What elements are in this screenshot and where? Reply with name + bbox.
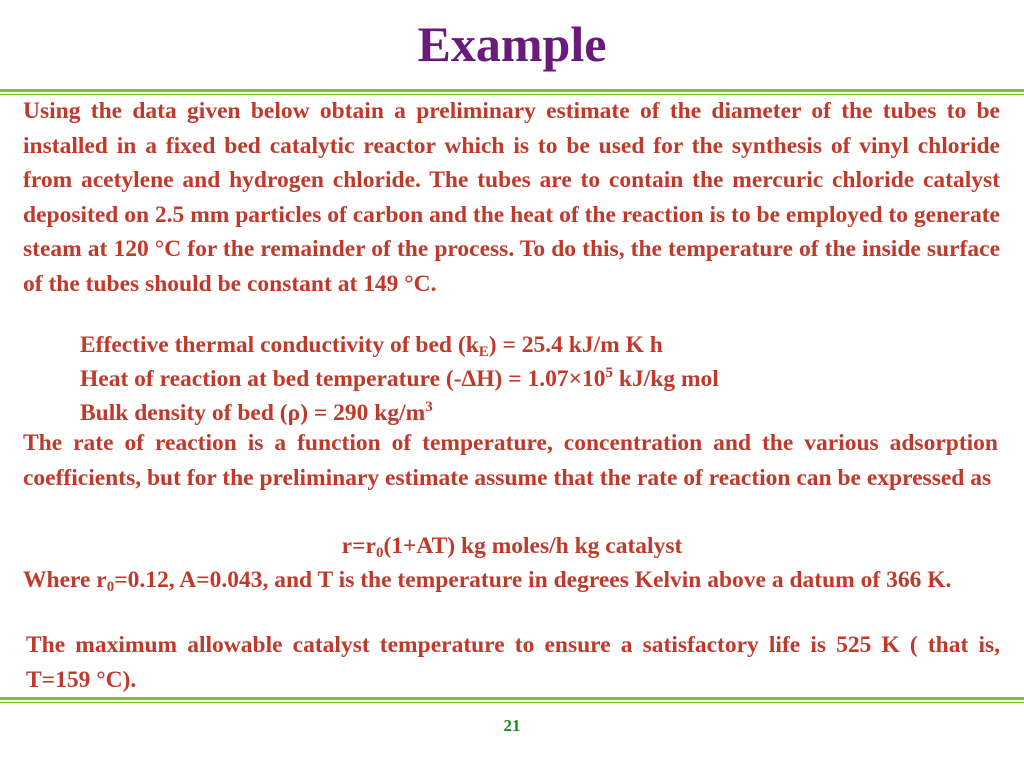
page-number: 21	[503, 716, 521, 735]
problem-statement: Using the data given below obtain a preliminary estimate of the diameter of the tubes to be installed in a fixed bed catalytic reactor which is to be used for the synthesis of vinyl chloride from acetylene and hydrogen chloride. The tubes are to contain the mercuric chloride catalyst deposited on 2.5 mm particles of carbon and the heat of the reaction is to be employed to generate steam at 120 °C for the remainder of the process. To do this, the temperature of the inside surface of the tubes should be constant at 149 °C.	[23, 98, 1000, 297]
rate-paragraph: The rate of reaction is a function of temperature, concentration and the various adsorption coefficients, but for the preliminary estimate assume that the rate of reaction can be expressed as	[23, 430, 998, 491]
data-item-conductivity: Effective thermal conductivity of bed $(k_E) = 25.4$ kJ/m K h	[80, 332, 663, 360]
where-paragraph: Where $r_0=0.12$, A=0.043, and T is the temperature in degrees Kelvin above a datum of 366 K.	[23, 567, 952, 595]
data-item-heat-of-reaction: Heat of reaction at bed temperature $(-\Delta H) = 1.07\times 10^5$ kJ/kg mol	[80, 365, 719, 392]
data-item-bulk-density: Bulk density of bed (ρ) = 290 $kg/m^3$	[80, 399, 433, 426]
rate-equation: $r=r_0(1+AT)$ kg moles/h kg catalyst	[341, 533, 683, 561]
max-temperature-paragraph: The maximum allowable catalyst temperature to ensure a satisfactory life is 525 K ( that is, T=159 °C).	[26, 632, 1000, 693]
slide-title: Example	[417, 16, 607, 72]
bottom-divider	[0, 697, 1024, 703]
